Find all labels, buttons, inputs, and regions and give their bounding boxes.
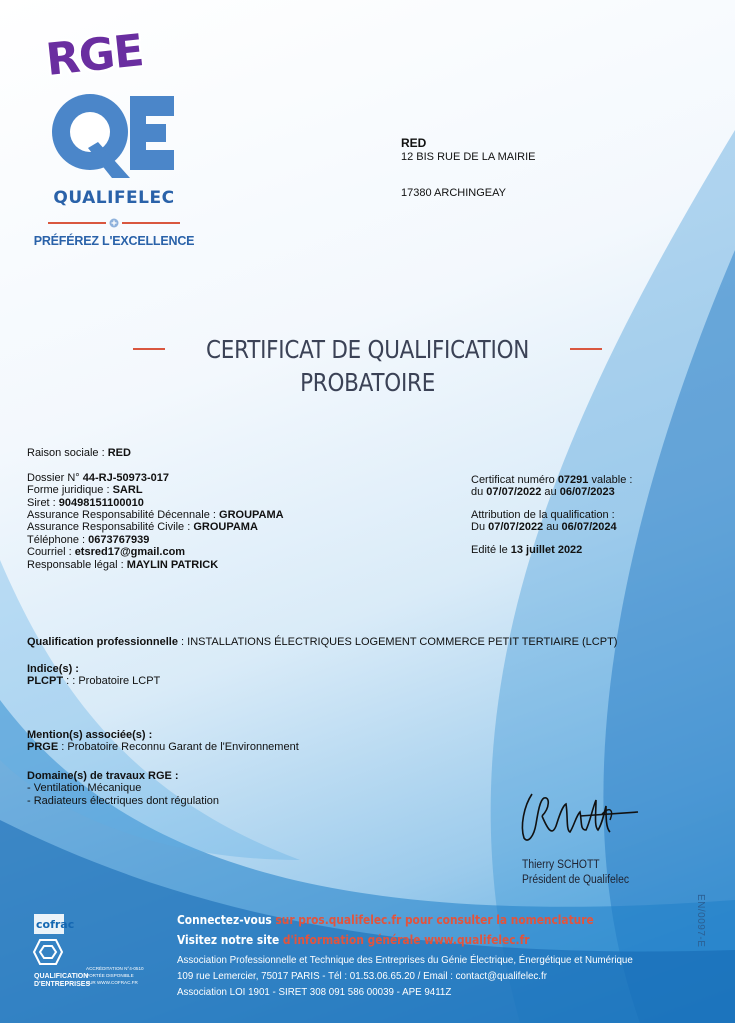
du-value: 07/07/2022 <box>486 486 542 499</box>
rge-logo-text: RGE <box>43 25 146 86</box>
cofrac-accr-2: PORTÉE DISPONIBLE <box>86 973 134 978</box>
attribution-dates <box>471 521 721 533</box>
signatory-name: Thierry SCHOTT <box>522 859 600 871</box>
attr-au-label: au <box>543 521 562 534</box>
footer-line-2a: Visitez notre site <box>177 932 283 947</box>
tel-label: Téléphone : <box>27 533 89 546</box>
resp-label: Responsable légal : <box>27 558 127 571</box>
forme-juridique <box>27 484 447 496</box>
association-line-3: Association LOI 1901 - SIRET 308 091 586 00039 - APE 9411Z <box>177 986 452 998</box>
decennale-label: Assurance Responsabilité Décennale : <box>27 509 220 522</box>
indice-code: PLCPT <box>27 675 64 688</box>
assurance-decennale <box>27 509 447 521</box>
domaine-item: - Ventilation Mécanique <box>27 782 142 795</box>
certificate-title <box>52 333 684 399</box>
forme-label: Forme juridique : <box>27 484 113 497</box>
certificate-number <box>471 474 721 486</box>
civile-value: GROUPAMA <box>193 521 258 534</box>
qualification-professionnelle <box>27 636 717 648</box>
edite-value: 13 juillet 2022 <box>510 543 583 556</box>
recipient-name: RED <box>401 136 427 150</box>
logo-tagline-part1: PRÉFÉREZ <box>33 234 103 248</box>
raison-sociale <box>27 447 447 459</box>
attr-au-value: 06/07/2024 <box>561 521 617 534</box>
siret-label: Siret : <box>27 496 59 509</box>
recipient-address <box>401 136 536 200</box>
responsable-legal <box>27 559 447 571</box>
attr-du-label: Du <box>471 521 489 534</box>
qualifelec-brand: QUALIFELEC <box>53 188 175 208</box>
dossier-number <box>27 472 447 484</box>
cofrac-accr-1: ACCRÉDITATION N°4-0510 <box>86 966 144 971</box>
site-link[interactable]: d'information générale www.qualifelec.fr <box>282 932 530 947</box>
au-label: au <box>541 486 560 499</box>
siret-value: 90498151100010 <box>58 496 144 509</box>
qe-monogram-icon <box>46 82 186 186</box>
resp-value: MAYLIN PATRICK <box>126 558 219 571</box>
civile-label: Assurance Responsabilité Civile : <box>27 521 194 534</box>
indices-section <box>27 663 427 688</box>
cofrac-accr-3: SUR WWW.COFRAC.FR <box>86 980 138 985</box>
assurance-civile <box>27 521 447 533</box>
footer-line-1 <box>177 910 594 930</box>
cert-value: 07291 <box>557 474 589 486</box>
recipient-street: 12 BIS RUE DE LA MAIRIE <box>401 151 536 163</box>
indices-heading: Indice(s) : <box>27 663 79 675</box>
title-line-2: PROBATOIRE <box>300 368 436 397</box>
document-reference-code: EN/0097-E <box>695 894 706 948</box>
siret <box>27 497 447 509</box>
raison-value: RED <box>107 447 131 459</box>
cofrac-caption-1: QUALIFICATION <box>34 973 89 980</box>
signatory-role: Président de Qualifelec <box>522 874 630 886</box>
telephone <box>27 534 447 546</box>
qualification-value: : INSTALLATIONS ÉLECTRIQUES LOGEMENT COMMERCE PETIT TERTIAIRE (LCPT) <box>177 636 618 648</box>
du-label: du <box>471 486 487 499</box>
cert-suffix: valable : <box>588 474 633 486</box>
mention-code: PRGE <box>27 741 59 754</box>
separator-plus-icon <box>48 218 180 228</box>
signatory <box>522 858 629 888</box>
association-line-2: 109 rue Lemercier, 75017 PARIS - Tél : 01.53.06.65.20 / Email : contact@qualifelec.fr <box>177 970 547 982</box>
qualification-label: Qualification professionnelle <box>27 636 178 648</box>
raison-label: Raison sociale : <box>27 447 108 459</box>
company-info <box>27 447 447 571</box>
indice-text: : : Probatoire LCPT <box>63 675 161 688</box>
certificate-validity <box>471 474 721 556</box>
edition-date <box>471 544 721 556</box>
recipient-city: 17380 ARCHINGEAY <box>401 187 506 199</box>
mentions-section <box>27 729 527 754</box>
logo-tagline <box>28 234 200 248</box>
decennale-value: GROUPAMA <box>219 509 284 522</box>
footer-line-2 <box>177 930 594 950</box>
logo-tagline-part2: L'EXCELLENCE <box>102 234 195 248</box>
domaine-item: - Radiateurs électriques dont régulation <box>27 794 220 807</box>
courriel-value: etsred17@gmail.com <box>74 546 186 559</box>
validity-dates <box>471 486 721 498</box>
cofrac-caption-2: D'ENTREPRISES <box>34 981 91 988</box>
footer-links <box>177 910 594 950</box>
cofrac-brand: cofrac <box>36 918 75 931</box>
handwritten-signature <box>510 786 650 856</box>
au-value: 06/07/2023 <box>559 486 615 499</box>
tel-value: 0673767939 <box>88 533 150 546</box>
association-info <box>177 952 633 1000</box>
domaines-heading: Domaine(s) de travaux RGE : <box>27 770 179 782</box>
footer-line-1a: Connectez-vous <box>177 912 276 927</box>
title-line-1: CERTIFICAT DE QUALIFICATION <box>206 335 530 364</box>
dossier-value: 44-RJ-50973-017 <box>82 471 169 484</box>
association-line-1: Association Professionnelle et Technique des Entreprises du Génie Électrique, Énergétique et Numérique <box>177 954 633 966</box>
cofrac-accreditation-logo <box>30 912 150 1002</box>
forme-value: SARL <box>112 484 143 497</box>
mentions-heading: Mention(s) associée(s) : <box>27 729 153 741</box>
edite-label: Edité le <box>471 543 511 556</box>
courriel-label: Courriel : <box>27 546 75 559</box>
attr-du-value: 07/07/2022 <box>488 521 544 534</box>
domaines-section <box>27 770 527 807</box>
dossier-label: Dossier N° <box>27 471 83 484</box>
mention-text: : Probatoire Reconnu Garant de l'Environnement <box>58 741 299 754</box>
attribution-label: Attribution de la qualification : <box>471 508 615 521</box>
rge-qualifelec-logo <box>28 26 200 256</box>
courriel <box>27 546 447 558</box>
cert-label: Certificat numéro <box>471 474 558 486</box>
pros-link[interactable]: sur pros.qualifelec.fr pour consulter la nomenclature <box>275 912 594 927</box>
